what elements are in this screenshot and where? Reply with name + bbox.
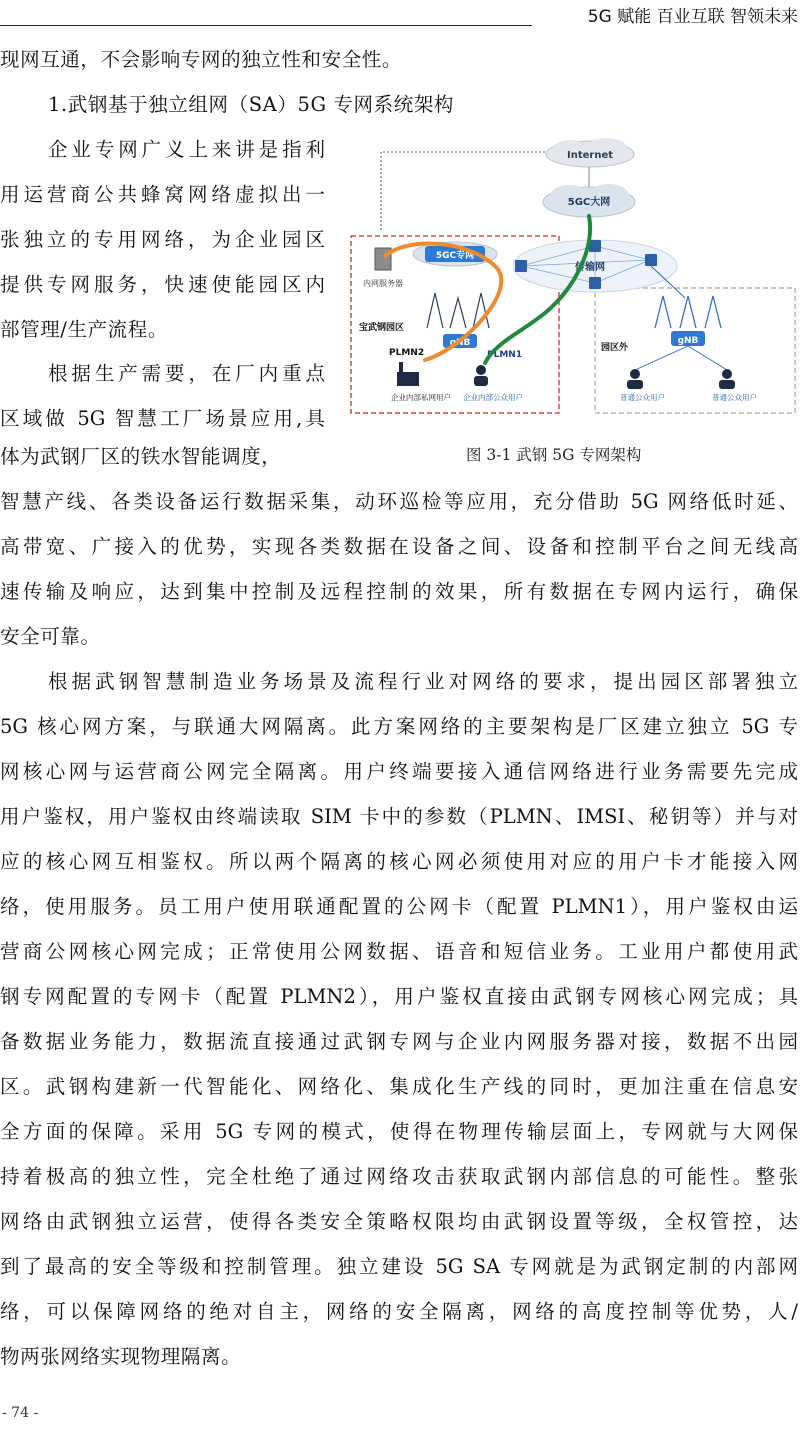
internet-label: Internet: [566, 150, 614, 161]
figure-caption: 图 3-1 武钢 5G 专网架构: [466, 446, 642, 464]
plmn2-label: PLMN2: [389, 348, 425, 358]
text-line: 钢专网配置的专网卡（配置 PLMN2），用户鉴权直接由武钢专网核心网完成；具: [0, 985, 798, 1008]
text-line: 应的核心网互相鉴权。所以两个隔离的核心网必须使用对应的用户卡才能接入网: [0, 850, 798, 873]
text-line: 速传输及响应，达到集中控制及远程控制的效果，所有数据在专网内运行，确保: [0, 580, 798, 603]
public-user-label: 普通公众用户: [620, 393, 665, 402]
text-line: 高带宽、广接入的优势，实现各类数据在设备之间、设备和控制平台之间无线高: [0, 535, 798, 558]
gnb-in-label: gNB: [449, 338, 471, 348]
text-line: 用户鉴权，用户鉴权由终端读取 SIM 卡中的参数（PLMN、IMSI、秘钥等）并与对: [0, 805, 798, 828]
text-line: 网络由武钢独立运营，使得各类安全策略权限均由武钢设置等级，全权管控，达: [0, 1210, 798, 1233]
tower-icon: [655, 296, 721, 328]
text-line: 企业专网广义上来讲是指利: [48, 138, 325, 161]
router-icon: [589, 277, 601, 289]
text-line: 提供专网服务，快速使能园区内: [0, 273, 325, 296]
text-line: 营商公网核心网完成；正常使用公网数据、语音和短信业务。工业用户都使用武: [0, 940, 798, 963]
server-label: 内网服务器: [363, 279, 403, 288]
text-line: 张独立的专用网络，为企业园区: [0, 228, 325, 251]
park-label: 宝武钢园区: [359, 323, 405, 333]
text-line: 全方面的保障。采用 5G 专网的模式，使得在物理传输层面上，专网就与大网保: [0, 1120, 798, 1143]
plmn1-label: PLMN1: [487, 350, 523, 360]
text-line: 络，使用服务。员工用户使用联通配置的公网卡（配置 PLMN1），用户鉴权由运: [0, 895, 798, 918]
text-line: 到了最高的安全等级和控制管理。独立建设 5G SA 专网就是为武钢定制的内部网: [0, 1255, 798, 1278]
text-line: 体为武钢厂区的铁水智能调度，: [0, 445, 282, 468]
user-private-label: 企业内部私网用户: [391, 393, 451, 402]
user-public-label: 企业内部公众用户: [463, 393, 523, 402]
text-line: 现网互通，不会影响专网的独立性和安全性。: [0, 48, 403, 71]
section-heading: 1.武钢基于独立组网（SA）5G 专网系统架构: [48, 93, 455, 116]
running-header: 5G 赋能 百业互联 智领未来: [587, 7, 798, 27]
router-icon: [515, 260, 527, 272]
text-line: 部管理/生产流程。: [0, 318, 168, 341]
factory-icon: [397, 362, 419, 386]
user-icon: [474, 365, 488, 386]
page-number: - 74 -: [2, 1405, 39, 1421]
text-line: 智慧产线、各类设备运行数据采集，动环巡检等应用，充分借助 5G 网络低时延、: [0, 490, 798, 513]
text-line: 备数据业务能力，数据流直接通过武钢专网与企业内网服务器对接，数据不出园: [0, 1030, 798, 1053]
public-user-label: 普通公众用户: [712, 393, 757, 402]
transport-label: 传输网: [575, 262, 605, 273]
private-5gc-label: 5GC专网: [435, 251, 475, 261]
network-architecture-diagram: [345, 138, 800, 428]
text-line: 物两张网络实现物理隔离。: [0, 1345, 242, 1368]
text-line: 持着极高的独立性，完全杜绝了通过网络攻击获取武钢内部信息的可能性。整张: [0, 1165, 798, 1188]
text-line: 络，可以保障网络的绝对自主，网络的安全隔离，网络的高度控制等优势，人/: [0, 1300, 798, 1323]
router-icon: [645, 254, 657, 266]
text-line: 5G 核心网方案，与联通大网隔离。此方案网络的主要架构是厂区建立独立 5G 专: [0, 715, 798, 738]
gnb-out-label: gNB: [677, 336, 699, 346]
public-users-icon: [627, 369, 735, 389]
core-5gc-label: 5GC大网: [567, 197, 611, 208]
text-line: 用运营商公共蜂窝网络虚拟出一: [0, 183, 325, 206]
text-line: 网核心网与运营商公网完全隔离。用户终端要接入通信网络进行业务需要先完成: [0, 760, 798, 783]
outside-label: 园区外: [601, 343, 629, 353]
text-line: 根据武钢智慧制造业务场景及流程行业对网络的要求，提出园区部署独立: [48, 670, 798, 693]
text-line: 区。武钢构建新一代智能化、网络化、集成化生产线的同时，更加注重在信息安: [0, 1075, 798, 1098]
header-rule: [0, 25, 532, 26]
text-line: 安全可靠。: [0, 625, 101, 648]
text-line: 根据生产需要，在厂内重点: [48, 362, 325, 385]
text-line: 区域做 5G 智慧工厂场景应用,具: [0, 407, 325, 430]
